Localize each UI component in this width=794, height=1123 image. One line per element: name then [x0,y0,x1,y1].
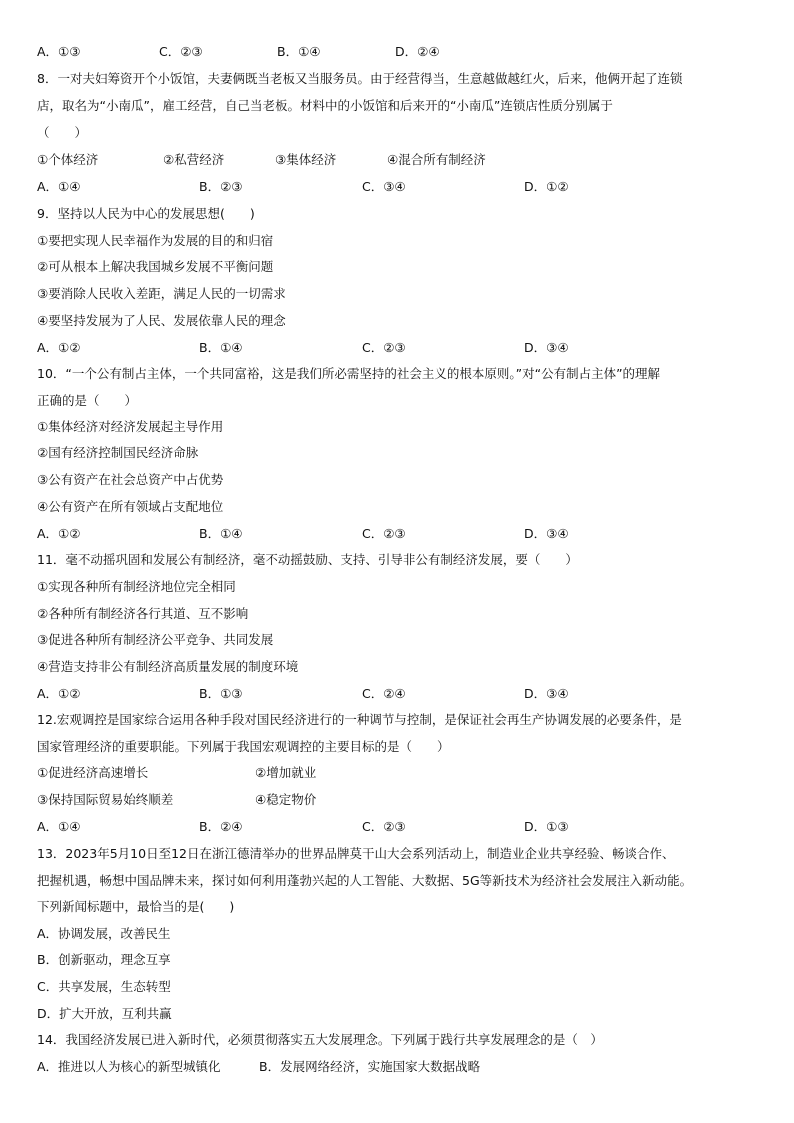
q14-option-b: B．发展网络经济，实施国家大数据战略 [259,1059,481,1074]
q10-stem-line-1: 10．“一个公有制占主体，一个共同富裕，这是我们所必需坚持的社会主义的根本原则。”对“公有制占主体”的理解 [37,366,661,381]
q11-option-a: A．①② [37,686,81,701]
q9-option-a: A．①② [37,340,81,355]
q10-item-4: ④公有资产在所有领域占支配地位 [37,499,224,514]
q11-option-b: B．①③ [199,686,243,701]
q12-item-4: ④稳定物价 [255,792,317,807]
q11-option-d: D．③④ [524,686,569,701]
option-d: D．②④ [395,44,440,59]
q11-item-3: ③促进各种所有制经济公平竞争、共同发展 [37,632,274,647]
q8-stem-line-3: （ ） [37,125,88,140]
q9-item-4: ④要坚持发展为了人民、发展依靠人民的理念 [37,313,286,328]
q8-item-2: ②私营经济 [163,152,225,167]
q12-item-3: ③保持国际贸易始终顺差 [37,792,174,807]
q13-option-d: D．扩大开放，互利共赢 [37,1006,172,1021]
option-c: C．②③ [159,44,203,59]
q14-option-a: A．推进以人为核心的新型城镇化 [37,1059,221,1074]
q12-option-b: B．②④ [199,819,243,834]
q8-option-b: B．②③ [199,179,243,194]
q13-option-b: B．创新驱动，理念互享 [37,952,171,967]
q9-option-b: B．①④ [199,340,243,355]
q9-stem: 9．坚持以人民为中心的发展思想( ) [37,206,255,221]
q10-options [37,524,737,544]
q12-items-row-1 [37,763,737,783]
q11-item-1: ①实现各种所有制经济地位完全相同 [37,579,236,594]
q10-item-2: ②国有经济控制国民经济命脉 [37,445,199,460]
q13-stem-line-2: 把握机遇，畅想中国品牌未来，探讨如何利用蓬勃兴起的人工智能、大数据、5G等新技术为经济社会发展注入新动能。 [37,873,693,888]
q8-item-1: ①个体经济 [37,152,99,167]
q8-item-3: ③集体经济 [275,152,337,167]
q8-options [37,177,737,197]
q12-stem-line-2: 国家管理经济的重要职能。下列属于我国宏观调控的主要目标的是（ ） [37,739,450,754]
q9-item-2: ②可从根本上解决我国城乡发展不平衡问题 [37,259,274,274]
q11-item-2: ②各种所有制经济各行其道、互不影响 [37,606,249,621]
prev-question-options [37,42,737,62]
q10-item-1: ①集体经济对经济发展起主导作用 [37,419,224,434]
q10-option-b: B．①④ [199,526,243,541]
q12-item-1: ①促进经济高速增长 [37,765,149,780]
q9-item-3: ③要消除人民收入差距，满足人民的一切需求 [37,286,286,301]
q8-option-c: C．③④ [362,179,406,194]
q11-option-c: C．②④ [362,686,406,701]
q11-item-4: ④营造支持非公有制经济高质量发展的制度环境 [37,659,299,674]
q10-option-c: C．②③ [362,526,406,541]
q8-option-a: A．①④ [37,179,81,194]
q14-options [37,1057,737,1077]
q13-stem-line-1: 13．2023年5月10日至12日在浙江德清举办的世界品牌莫干山大会系列活动上，制造业企业共享经验、畅谈合作、 [37,846,675,861]
q12-option-d: D．①③ [524,819,569,834]
q8-option-d: D．①② [524,179,569,194]
q12-stem-line-1: 12.宏观调控是国家综合运用各种手段对国民经济进行的一种调节与控制，是保证社会再生产协调发展的必要条件，是 [37,712,682,727]
option-a: A．①③ [37,44,81,59]
q13-option-a: A．协调发展，改善民生 [37,926,171,941]
q9-options [37,338,737,358]
q12-options [37,817,737,837]
q12-item-2: ②增加就业 [255,765,317,780]
q11-options [37,684,737,704]
q10-item-3: ③公有资产在社会总资产中占优势 [37,472,224,487]
q13-option-c: C．共享发展，生态转型 [37,979,171,994]
q8-stem-line-1: 8．一对夫妇筹资开个小饭馆，夫妻俩既当老板又当服务员。由于经营得当，生意越做越红火，后来，他俩开起了连锁 [37,71,683,86]
q8-item-4: ④混合所有制经济 [387,152,486,167]
q13-stem-line-3: 下列新闻标题中，最恰当的是( ) [37,899,235,914]
q10-option-a: A．①② [37,526,81,541]
q9-option-c: C．②③ [362,340,406,355]
q8-items [37,150,737,170]
q8-stem-line-2: 店，取名为“小南瓜”，雇工经营，自己当老板。材料中的小饭馆和后来开的“小南瓜”连锁店性质分别属于 [37,98,613,113]
q9-option-d: D．③④ [524,340,569,355]
q12-items-row-2 [37,790,737,810]
q10-option-d: D．③④ [524,526,569,541]
q12-option-c: C．②③ [362,819,406,834]
q14-stem: 14．我国经济发展已进入新时代，必须贯彻落实五大发展理念。下列属于践行共享发展理念的是（ ） [37,1032,603,1047]
q11-stem: 11．毫不动摇巩固和发展公有制经济，毫不动摇鼓励、支持、引导非公有制经济发展，要（ ） [37,552,578,567]
q12-option-a: A．①④ [37,819,81,834]
option-b: B．①④ [277,44,321,59]
q10-stem-line-2: 正确的是（ ） [37,393,138,408]
q9-item-1: ①要把实现人民幸福作为发展的目的和归宿 [37,233,274,248]
